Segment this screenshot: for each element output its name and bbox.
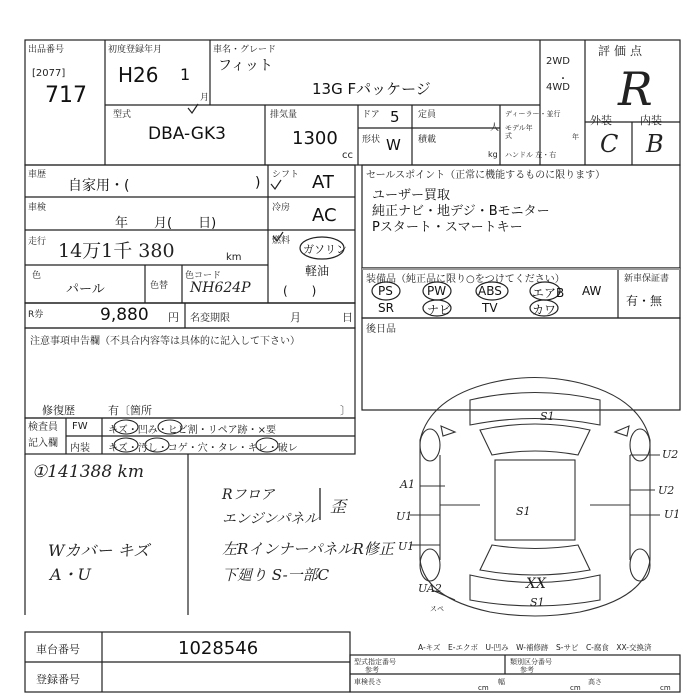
mark-s1-top: S1 bbox=[540, 410, 555, 423]
drive-4wd: 4WD bbox=[546, 82, 570, 93]
repair-value: 有〔箇所 bbox=[108, 404, 152, 417]
equip-ps: PS bbox=[378, 284, 393, 298]
hw-right-4: 下廻り S-一部C bbox=[222, 566, 330, 584]
door-label: ドア bbox=[362, 110, 380, 120]
mark-u1-right: U1 bbox=[664, 508, 681, 521]
recycle-label: R券 bbox=[28, 310, 44, 320]
model-year-label: モデル年式 bbox=[505, 124, 533, 140]
mark-s1-rear: S1 bbox=[530, 596, 545, 609]
height-label: 高さ bbox=[588, 678, 602, 686]
history-close: ) bbox=[255, 175, 261, 191]
equip-sr: SR bbox=[378, 301, 394, 315]
color-label: 色 bbox=[32, 271, 42, 281]
interior-label: 内装 bbox=[640, 114, 662, 127]
door-value: 5 bbox=[390, 108, 400, 126]
notes-title: 注意事項申告欄（不具合内容等は具体的に記入して下さい） bbox=[30, 336, 300, 347]
mileage-label: 走行 bbox=[28, 237, 47, 247]
mark-u2-right: U2 bbox=[658, 484, 675, 497]
chassis-label: 車台番号 bbox=[36, 643, 80, 656]
repair-close: 〕 bbox=[340, 404, 351, 417]
ac-label: 冷房 bbox=[272, 203, 291, 213]
form-label-1: 型式指定番号 bbox=[354, 658, 396, 666]
history-value: 自家用・( bbox=[68, 178, 130, 194]
equip-navi: ナビ bbox=[427, 303, 452, 317]
km-unit: km bbox=[226, 252, 242, 263]
ext-row-code: FW bbox=[72, 421, 88, 432]
ref-2: 参考 bbox=[520, 666, 534, 674]
kg-unit: kg bbox=[488, 150, 498, 159]
equip-airbag: エアB bbox=[532, 286, 565, 300]
equipment-title: 装備品（純正品に限り○をつけてください） bbox=[366, 274, 565, 285]
yen-unit: 円 bbox=[168, 311, 179, 324]
drive-2wd: 2WD bbox=[546, 56, 570, 67]
name-label: 車名・グレード bbox=[213, 45, 277, 55]
ref-1: 参考 bbox=[365, 666, 379, 674]
recycle-amount: 9,880 bbox=[100, 305, 149, 325]
sales-point-3: Pスタート・スマートキー bbox=[372, 220, 523, 235]
fuel-label: 燃料 bbox=[272, 236, 291, 246]
inspection-label: 車検 bbox=[28, 203, 47, 213]
hw-right-1: Rフロア bbox=[222, 487, 275, 503]
int-row-items: キズ・汚し・コゲ・穴・タレ・キレ・破レ bbox=[108, 443, 298, 454]
score-label: 評価点 bbox=[598, 44, 647, 58]
mark-u2-right-top: U2 bbox=[662, 448, 679, 461]
handle-label: ハンドル 左・右 bbox=[505, 151, 557, 159]
mark-a1-left: A1 bbox=[400, 478, 415, 491]
model-value: DBA-GK3 bbox=[148, 124, 226, 144]
person-unit: 人 bbox=[490, 123, 500, 133]
reg-month: 1 bbox=[180, 65, 191, 84]
cm-1: cm bbox=[478, 684, 489, 692]
name-change-day: 日 bbox=[342, 311, 353, 324]
cm-3: cm bbox=[660, 684, 671, 692]
form-label-2: 類別区分番号 bbox=[510, 658, 552, 666]
lot-number: 717 bbox=[45, 83, 87, 108]
warranty-value: 有・無 bbox=[626, 294, 663, 308]
displacement-label: 排気量 bbox=[270, 110, 298, 120]
later-label: 後日品 bbox=[366, 324, 396, 335]
exterior-grade: C bbox=[600, 130, 619, 158]
interior-grade: B bbox=[646, 130, 664, 158]
exterior-label: 外装 bbox=[590, 114, 612, 127]
reg-year: H26 bbox=[118, 63, 159, 87]
cm-2: cm bbox=[570, 684, 581, 692]
dealer-label: ディーラー・並行 bbox=[505, 110, 561, 118]
first-reg-label: 初度登録年月 bbox=[108, 45, 163, 55]
hw-right-mark: 歪 bbox=[330, 497, 347, 516]
color-value: パール bbox=[66, 282, 105, 297]
history-label: 車歴 bbox=[28, 170, 47, 180]
load-label: 積載 bbox=[418, 135, 437, 145]
sales-point-2: 純正ナビ・地デジ・Bモニター bbox=[372, 204, 550, 219]
len-label: 車検長さ bbox=[354, 678, 382, 686]
mark-s1-roof: S1 bbox=[516, 505, 531, 518]
equip-leather: カワ bbox=[532, 303, 557, 317]
chassis-number: 1028546 bbox=[178, 638, 259, 659]
mark-u1-left-2: U1 bbox=[398, 540, 415, 553]
fuel-paren: ( ) bbox=[283, 284, 317, 298]
hw-right-2: エンジンパネル bbox=[222, 511, 319, 527]
hw-right-3: 左RインナーパネルR修正 bbox=[222, 540, 394, 558]
shift-label: シフト bbox=[272, 170, 300, 180]
mileage-value: 14万1千 380 bbox=[58, 240, 175, 262]
name-change-month: 月 bbox=[290, 311, 301, 324]
equip-tv: TV bbox=[482, 301, 498, 315]
inspection-section-label: 検査員記入欄 bbox=[28, 422, 58, 449]
equip-aw: AW bbox=[582, 284, 602, 298]
equip-abs: ABS bbox=[478, 284, 502, 298]
month-unit: 月 bbox=[200, 93, 210, 103]
fuel-gasoline: ガソリン bbox=[303, 243, 347, 256]
inspection-value: 年 月( 日) bbox=[115, 216, 217, 231]
mark-ua2: UA2 bbox=[418, 582, 442, 595]
color-code-label: 色コード bbox=[185, 271, 222, 281]
color-code: NH624P bbox=[190, 280, 251, 296]
car-name: フィット bbox=[218, 58, 273, 74]
score-value: R bbox=[618, 62, 653, 116]
reg-label: 登録番号 bbox=[36, 673, 80, 686]
lot-label: 出品番号 bbox=[28, 45, 65, 55]
width-label: 幅 bbox=[498, 678, 505, 686]
shift-value: AT bbox=[312, 172, 334, 193]
color-change-label: 色替 bbox=[150, 281, 169, 291]
shape-label: 形状 bbox=[362, 135, 381, 145]
cc-unit: cc bbox=[342, 150, 353, 161]
ac-value: AC bbox=[312, 205, 337, 226]
diagram-small-label: スペ bbox=[430, 605, 444, 613]
mark-xx: XX bbox=[526, 576, 546, 592]
shape-value: W bbox=[386, 136, 401, 154]
lot-code: [2077] bbox=[32, 68, 66, 79]
displacement-value: 1300 bbox=[292, 128, 338, 149]
car-diagram bbox=[320, 378, 660, 617]
ext-row-items: キズ・凹み・ヒビ割・リペア跡・×要 bbox=[108, 425, 276, 436]
sales-title: セールスポイント（正常に機能するものに限ります） bbox=[366, 170, 606, 181]
sales-point-1: ユーザー買取 bbox=[372, 188, 451, 203]
model-label: 型式 bbox=[113, 110, 132, 120]
diagram-legend: A-キズ E-エクボ U-凹み W-補修跡 S-サビ C-腐食 XX-交換済 bbox=[418, 643, 652, 652]
car-grade: 13G Fパッケージ bbox=[312, 80, 431, 98]
capacity-label: 定員 bbox=[418, 110, 437, 120]
hw-left-2: A・U bbox=[50, 565, 92, 584]
name-change-label: 名変期限 bbox=[190, 313, 230, 324]
equip-pw: PW bbox=[427, 284, 447, 298]
int-row-label: 内装 bbox=[70, 443, 90, 454]
hw-odometer: ①141388 km bbox=[32, 462, 144, 482]
mark-u1-left-1: U1 bbox=[396, 510, 413, 523]
hw-left-1: Wカバー キズ bbox=[48, 541, 150, 560]
year-unit: 年 bbox=[572, 133, 579, 141]
warranty-label: 新車保証書 bbox=[624, 274, 670, 284]
repair-label: 修復歴 bbox=[42, 404, 75, 417]
fuel-diesel: 軽油 bbox=[305, 264, 330, 278]
